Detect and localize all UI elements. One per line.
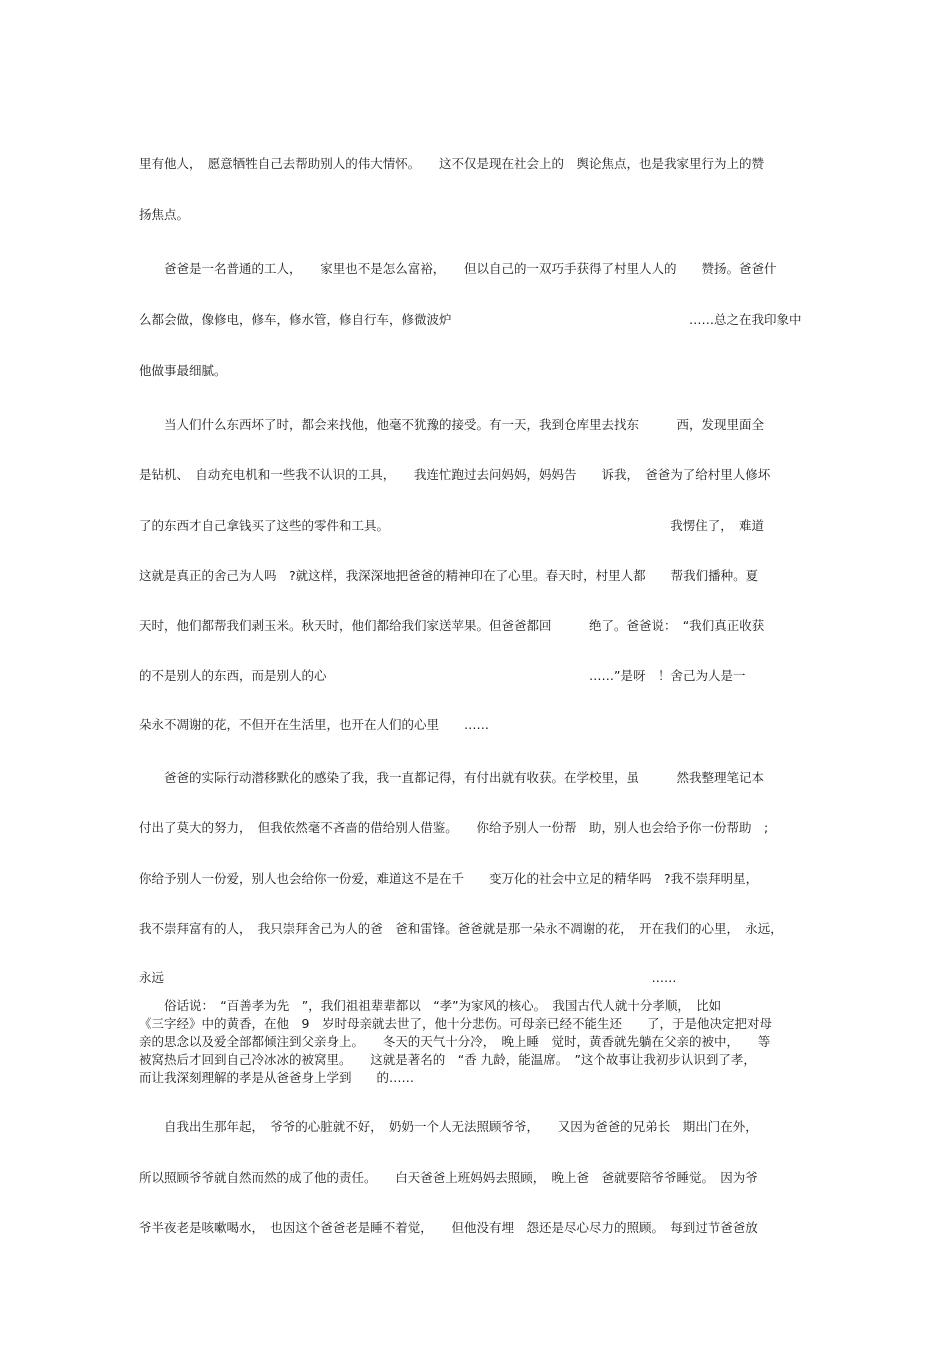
text-line: 亲的思念以及爱全部都倾注到父亲身上。 冬天的天气十分冷， 晚上睡 觉时，黄香就先躺在父亲的被中， 等 [139,1034,771,1049]
text-line: 扬焦点。 [139,207,190,222]
text-line: 所以照顾爷爷就自然而然的成了他的责任。 白天爸爸上班妈妈去照顾， 晚上爸 爸就要陪爷爷睡觉。 因为爷 [139,1170,758,1185]
text-line: 天时，他们都帮我们剥玉米。秋天时，他们都给我们家送苹果。但爸爸都回 绝了。爸爸说： “我们真正收获 [139,618,765,633]
text-line: 朵永不凋谢的花，不但开在生活里，也开在人们的心里 …… [139,717,490,732]
text-line: 是钻机、 自动充电机和一些我不认识的工具， 我连忙跑过去问妈妈，妈妈告 诉我， 爸爸为了给村里人修坏 [139,467,771,482]
text-line: 爷半夜老是咳嗽喝水， 也因这个爸爸老是睡不着觉， 但他没有埋 怨还是尽心尽力的照顾。 每到过节爸爸放 [139,1220,758,1235]
text-line: 了的东西才自己拿钱买了这些的零件和工具。 我愣住了， 难道 [139,518,765,533]
text-line: 当人们什么东西坏了时，都会来找他，他毫不犹豫的接受。有一天，我到仓库里去找东 西，发现里面全 [139,417,765,432]
text-line: 永远 …… [139,970,677,985]
text-line: 爸爸的实际行动潜移默化的感染了我，我一直都记得，有付出就有收获。在学校里，虽 然我整理笔记本 [139,770,765,785]
text-line: 么都会做，像修电，修车，修水管，修自行车，修微波炉 ……总之在我印象中 [139,312,802,327]
text-line: 这就是真正的舍己为人吗 ?就这样，我深深地把爸爸的精神印在了心里。春天时，村里人都 帮我们播种。夏 [139,568,759,583]
text-line: 爸爸是一名普通的工人， 家里也不是怎么富裕， 但以自己的一双巧手获得了村里人人的 赞扬。爸爸什 [139,261,777,276]
text-line: 《三字经》中的黄香，在他 9 岁时母亲就去世了，他十分悲伤。可母亲已经不能生还 了，于是他决定把对母 [139,1016,772,1031]
text-line: 俗话说： “百善孝为先 ”，我们祖祖辈辈都以 “孝”为家风的核心。 我国古代人就十分孝顺， 比如 [139,998,722,1013]
text-line: 被窝热后才回到自己冷冰冰的被窝里。 这就是著名的 “香 九龄，能温席。 ”这个故事让我初步认识到了孝， [139,1052,756,1067]
text-line: 他做事最细腻。 [139,363,227,378]
text-line: 你给予别人一份爱，别人也会给你一份爱，难道这不是在千 变万化的社会中立足的精华吗 ?我不崇拜明星， [139,871,759,886]
text-line: 里有他人， 愿意牺牲自己去帮助别人的伟大情怀。 这不仅是现在社会上的 舆论焦点，也是我家里行为上的赞 [139,156,765,171]
text-line: 自我出生那年起， 爷爷的心脏就不好， 奶奶一个人无法照顾爷爷， 又因为爸爸的兄弟长 期出门在外， [139,1119,758,1134]
text-line: 的不是别人的东西，而是别人的心 ……”是呀 ！舍己为人是一 [139,668,746,683]
text-line: 而让我深刻理解的孝是从爸爸身上学到 的…… [139,1070,415,1085]
text-line: 付出了莫大的努力， 但我依然毫不吝啬的借给别人借鉴。 你给予别人一份帮 助，别人也会给予你一份帮助 ; [139,820,769,835]
text-line: 我不崇拜富有的人， 我只崇拜舍己为人的爸 爸和雷锋。爸爸就是那一朵永不凋谢的花， 开在我们的心里， 永远， [139,921,783,936]
